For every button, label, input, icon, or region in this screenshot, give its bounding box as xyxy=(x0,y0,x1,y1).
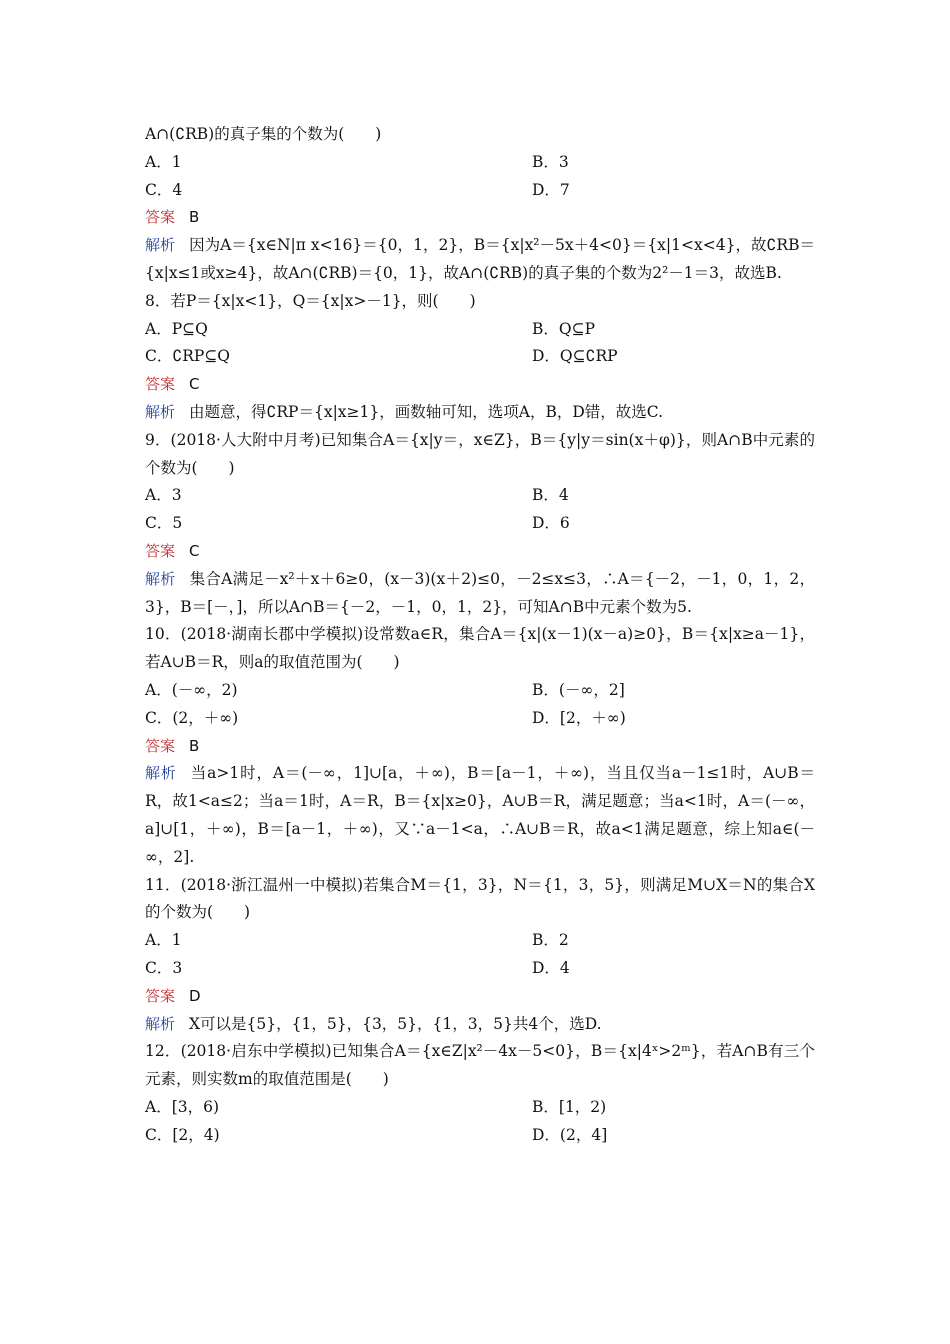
q8-option-a: A．P⊆Q xyxy=(145,319,208,338)
q9-answer xyxy=(145,538,815,566)
q12-stem: 12．(2018·启东中学模拟)已知集合A＝{x∈Z|x²－4x－5<0}，B＝{x|4ˣ>2ᵐ}，若A∩B有三个元素，则实数m的取值范围是( ) xyxy=(145,1042,815,1089)
q11-option-d: D．4 xyxy=(532,958,570,977)
q11-explanation-text: X可以是{5}，{1，5}，{3，5}，{1，3，5}共4个，选D. xyxy=(189,1014,602,1033)
q10-option-d: D．[2，＋∞) xyxy=(532,708,626,727)
q10-answer xyxy=(145,733,815,761)
explanation-label: 解析 xyxy=(145,236,176,255)
q8-option-b: B．Q⊆P xyxy=(532,319,596,338)
q11-stem: 11．(2018·浙江温州一中模拟)若集合M＝{1，3}，N＝{1，3，5}，则满足M∪X＝N的集合X的个数为( ) xyxy=(145,875,815,922)
q9-explanation xyxy=(145,566,815,622)
explanation-label: 解析 xyxy=(145,1014,176,1033)
answer-label: 答案 xyxy=(145,541,176,560)
q11-explanation xyxy=(145,1011,815,1039)
q11-option-c: C．3 xyxy=(145,958,183,977)
q7-explanation xyxy=(145,232,815,288)
q9-option-b: B．4 xyxy=(532,486,569,505)
q11-answer-value: D xyxy=(189,986,201,1005)
q7-option-b: B．3 xyxy=(532,152,569,171)
q8-option-d: D．Q⊆∁RP xyxy=(532,347,618,366)
q7-options-row-2 xyxy=(145,177,815,205)
q9-explanation-text: 集合A满足－x²＋x＋6≥0，(x－3)(x＋2)≤0，－2≤x≤3，∴A＝{－2，－1，0，1，2，3}，B＝[－，]，所以A∩B＝{－2，－1，0，1，2}，可知A∩B中元素个数为5. xyxy=(145,569,815,616)
q10-option-c: C．(2，＋∞) xyxy=(145,708,239,727)
answer-label: 答案 xyxy=(145,208,176,227)
q11-options-row-1 xyxy=(145,927,815,955)
q8-stem: 8．若P＝{x|x<1}，Q＝{x|x>－1}，则( ) xyxy=(145,291,476,310)
q9-options-row-2 xyxy=(145,510,815,538)
q8-explanation-text: 由题意，得∁RP＝{x|x≥1}，画数轴可知，选项A，B，D错，故选C. xyxy=(189,402,664,421)
q7-stem-tail: A∩(∁RB)的真子集的个数为( ) xyxy=(145,125,382,143)
q12-option-a: A．[3，6) xyxy=(145,1097,220,1116)
q10-option-a: A．(－∞，2) xyxy=(145,680,238,699)
q7-answer xyxy=(145,204,815,232)
q12-options-row-1 xyxy=(145,1094,815,1122)
q7-option-c: C．4 xyxy=(145,180,183,199)
explanation-label: 解析 xyxy=(145,764,177,783)
q7-explanation-text: 因为A＝{x∈N|π x<16}＝{0，1，2}，B＝{x|x²－5x＋4<0}＝{x|1<x<4}，故∁RB＝{x|x≤1或x≥4}，故A∩(∁RB)＝{0，1}，故A∩(∁RB)的真子集的个数为2²－1＝3，故选B. xyxy=(145,236,815,282)
q9-answer-value: C xyxy=(189,541,200,560)
q7-option-d: D．7 xyxy=(532,180,570,199)
q11-option-a: A．1 xyxy=(145,931,182,950)
q12-option-d: D．(2，4] xyxy=(532,1125,608,1144)
q11-answer xyxy=(145,983,815,1011)
q10-explanation xyxy=(145,760,815,871)
q10-stem: 10．(2018·湖南长郡中学模拟)设常数a∈R，集合A＝{x|(x－1)(x－a)≥0}，B＝{x|x≥a－1}，若A∪B＝R，则a的取值范围为( ) xyxy=(145,625,815,672)
q8-options-row-2 xyxy=(145,343,815,371)
q9-stem: 9．(2018·人大附中月考)已知集合A＝{x|y＝，x∈Z}，B＝{y|y＝sin(x＋φ)}，则A∩B中元素的个数为( ) xyxy=(145,430,815,477)
q8-explanation xyxy=(145,399,815,427)
answer-label: 答案 xyxy=(145,986,176,1005)
answer-label: 答案 xyxy=(145,375,176,394)
q11-option-b: B．2 xyxy=(532,931,569,950)
page-content xyxy=(145,121,815,1149)
q10-option-b: B．(－∞，2] xyxy=(532,680,625,699)
explanation-label: 解析 xyxy=(145,402,176,421)
q8-options-row-1 xyxy=(145,316,815,344)
q9-options-row-1 xyxy=(145,482,815,510)
q8-answer xyxy=(145,371,815,399)
q12-option-b: B．[1，2) xyxy=(532,1097,607,1116)
q9-option-a: A．3 xyxy=(145,486,182,505)
q11-options-row-2 xyxy=(145,955,815,983)
q9-option-d: D．6 xyxy=(532,514,570,533)
q10-options-row-1 xyxy=(145,677,815,705)
q12-options-row-2 xyxy=(145,1122,815,1150)
q7-answer-value: B xyxy=(189,208,200,227)
answer-label: 答案 xyxy=(145,736,176,755)
q9-option-c: C．5 xyxy=(145,514,183,533)
q12-option-c: C．[2，4) xyxy=(145,1125,220,1144)
q8-option-c: C．∁RP⊆Q xyxy=(145,347,231,366)
q8-answer-value: C xyxy=(189,375,200,394)
q10-options-row-2 xyxy=(145,705,815,733)
q10-answer-value: B xyxy=(189,736,200,755)
q7-option-a: A．1 xyxy=(145,152,182,171)
explanation-label: 解析 xyxy=(145,569,176,588)
q10-explanation-text: 当a>1时，A＝(－∞，1]∪[a，＋∞)，B＝[a－1，＋∞)，当且仅当a－1≤1时，A∪B＝R，故1<a≤2；当a＝1时，A＝R，B＝{x|x≥0}，A∪B＝R，满足题意；当a<1时，A＝(－∞，a]∪[1，＋∞)，B＝[a－1，＋∞)，又∵a－1<a，∴A∪B＝R，故a<1满足题意，综上知a∈(－∞，2]. xyxy=(145,764,815,866)
q7-options-row-1 xyxy=(145,149,815,177)
